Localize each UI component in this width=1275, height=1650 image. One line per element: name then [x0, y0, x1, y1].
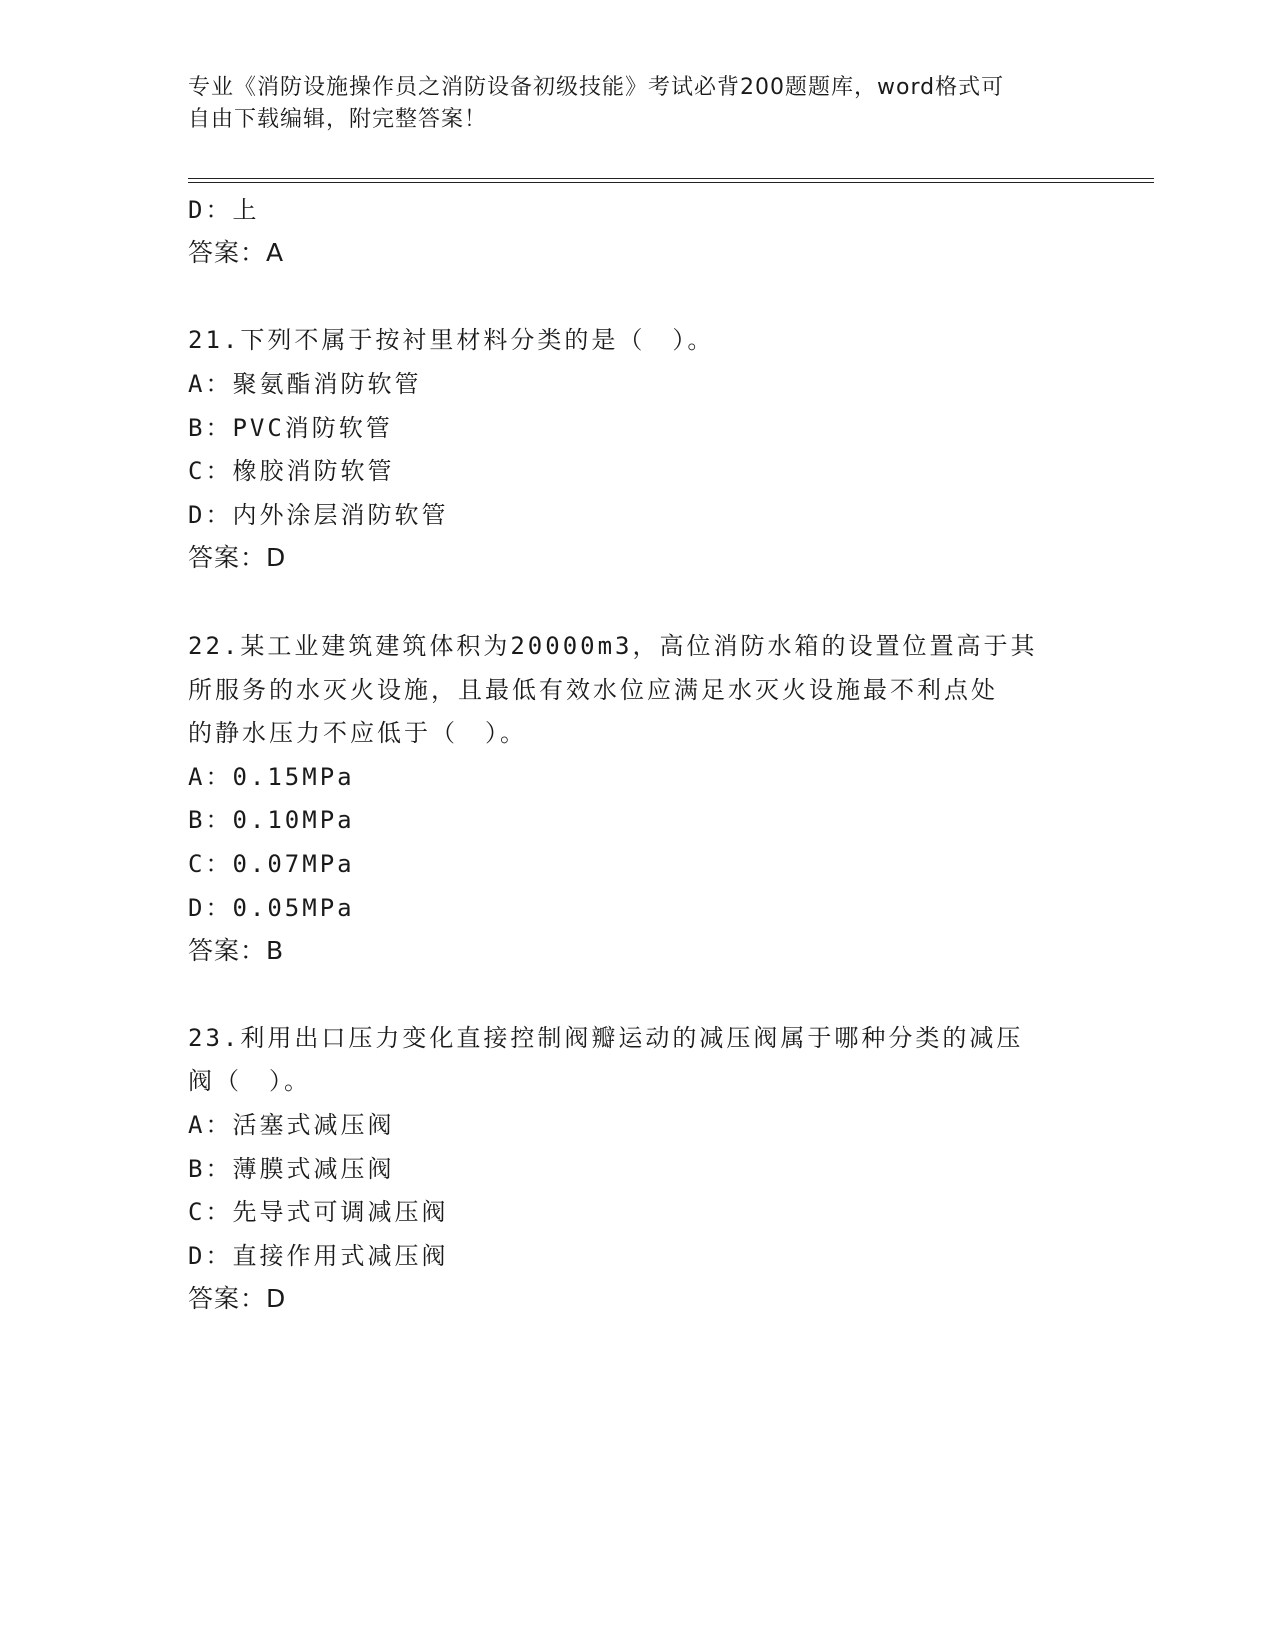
prev-answer: 答案：A [188, 238, 285, 267]
q22-stem-line-1: 22.某工业建筑建筑体积为20000m3，高位消防水箱的设置位置高于其 [188, 632, 1038, 660]
header-divider-bottom [188, 182, 1154, 183]
q21-answer: 答案：D [188, 543, 287, 572]
q21-option-d: D：内外涂层消防软管 [188, 501, 449, 529]
header-line-2: 自由下载编辑，附完整答案！ [188, 107, 488, 132]
q22-option-b: B：0.10MPa [188, 806, 355, 834]
q22-stem-line-2: 所服务的水灭火设施，且最低有效水位应满足水灭火设施最不利点处 [188, 676, 998, 704]
q23-answer: 答案：D [188, 1284, 287, 1313]
q22-stem-line-3: 的静水压力不应低于（ ）。 [188, 719, 527, 747]
page-header [188, 72, 1068, 136]
q21-option-a: A：聚氨酯消防软管 [188, 370, 422, 398]
q23-stem-line-2: 阀（ ）。 [188, 1067, 311, 1095]
header-line-1: 专业《消防设施操作员之消防设备初级技能》考试必背200题题库，word格式可 [188, 75, 1005, 100]
header-divider-top [188, 178, 1154, 179]
q23-option-a: A：活塞式减压阀 [188, 1111, 395, 1139]
q22-answer: 答案：B [188, 936, 285, 965]
q22-option-d: D：0.05MPa [188, 894, 355, 922]
q21-option-b: B：PVC消防软管 [188, 414, 393, 442]
q22-option-a: A：0.15MPa [188, 763, 355, 791]
q21-stem: 21.下列不属于按衬里材料分类的是（ ）。 [188, 326, 715, 354]
prev-option-d: D：上 [188, 196, 260, 224]
q23-option-b: B：薄膜式减压阀 [188, 1155, 395, 1183]
q22-option-c: C：0.07MPa [188, 850, 355, 878]
q23-option-d: D：直接作用式减压阀 [188, 1242, 449, 1270]
q21-option-c: C：橡胶消防软管 [188, 457, 395, 485]
q23-stem-line-1: 23.利用出口压力变化直接控制阀瓣运动的减压阀属于哪种分类的减压 [188, 1024, 1024, 1052]
q23-option-c: C：先导式可调减压阀 [188, 1198, 449, 1226]
